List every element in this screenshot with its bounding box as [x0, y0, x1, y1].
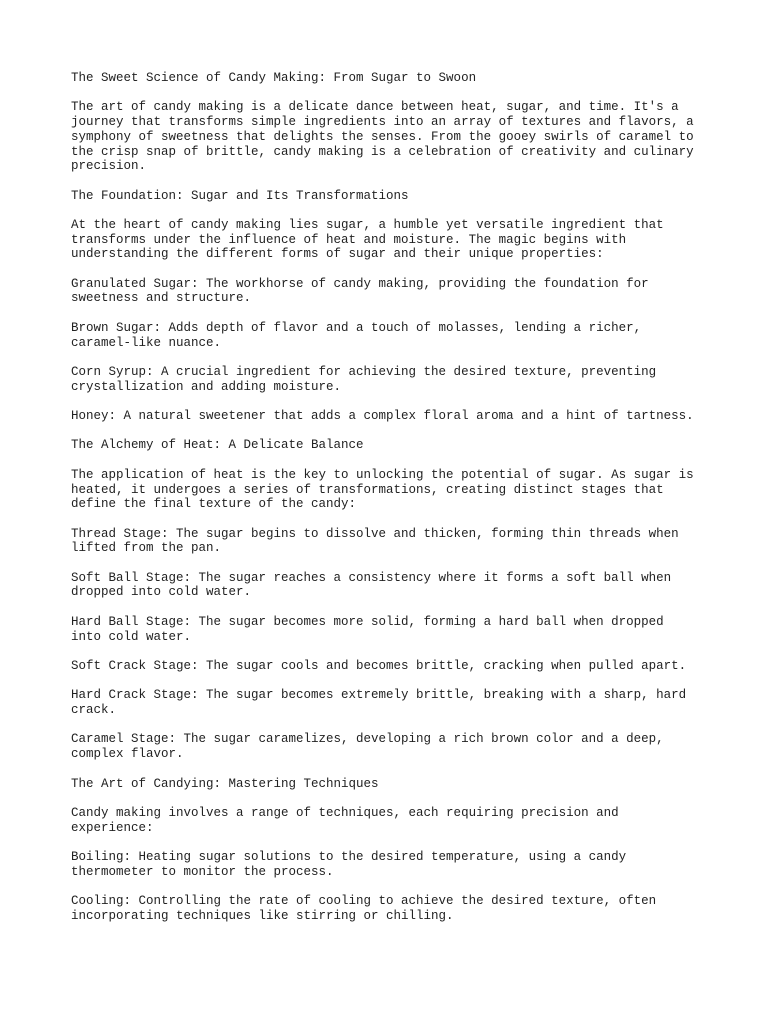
- list-item-thread-stage: Thread Stage: The sugar begins to dissolve and thicken, forming thin threads when lifted from the pan.: [71, 526, 679, 556]
- paragraph-techniques-intro: Candy making involves a range of techniques, each requiring precision and experience:: [71, 805, 619, 835]
- list-item-hard-ball-stage: Hard Ball Stage: The sugar becomes more solid, forming a hard ball when dropped into cold water.: [71, 614, 664, 644]
- list-item-soft-crack-stage: Soft Crack Stage: The sugar cools and becomes brittle, cracking when pulled apart.: [71, 658, 687, 673]
- document-page: [71, 71, 711, 938]
- list-item-brown-sugar: Brown Sugar: Adds depth of flavor and a touch of molasses, lending a richer, caramel-like nuance.: [71, 320, 642, 350]
- section-heading-heat: The Alchemy of Heat: A Delicate Balance: [71, 438, 364, 453]
- list-item-cooling: Cooling: Controlling the rate of cooling to achieve the desired texture, often incorporating techniques like stirring or chilling.: [71, 894, 657, 923]
- document-title: The Sweet Science of Candy Making: From Sugar to Swoon: [71, 71, 477, 85]
- section-heading-foundation: The Foundation: Sugar and Its Transformations: [71, 188, 409, 203]
- list-item-honey: Honey: A natural sweetener that adds a complex floral aroma and a hint of tartness.: [71, 409, 694, 424]
- list-item-soft-ball-stage: Soft Ball Stage: The sugar reaches a consistency where it forms a soft ball when dropped into cold water.: [71, 570, 672, 600]
- list-item-corn-syrup: Corn Syrup: A crucial ingredient for achieving the desired texture, preventing crystallization and adding moisture.: [71, 364, 657, 394]
- paragraph-heat-intro: The application of heat is the key to unlocking the potential of sugar. As sugar is heated, it undergoes a series of transformations, creating distinct stages that define the final texture of the candy:: [71, 467, 694, 512]
- list-item-caramel-stage: Caramel Stage: The sugar caramelizes, developing a rich brown color and a deep, complex flavor.: [71, 732, 664, 762]
- intro-paragraph: The art of candy making is a delicate dance between heat, sugar, and time. It's a journey that transforms simple ingredients into an array of textures and flavors, a symphony of sweetness that delights the senses. From the gooey swirls of caramel to the crisp snap of brittle, candy making is a celebration of creativity and culinary precision.: [71, 100, 694, 174]
- paragraph-foundation-intro: At the heart of candy making lies sugar, a humble yet versatile ingredient that transforms under the influence of heat and moisture. The magic begins with understanding the different forms of sugar and their unique properties:: [71, 217, 664, 262]
- list-item-hard-crack-stage: Hard Crack Stage: The sugar becomes extremely brittle, breaking with a sharp, hard crack.: [71, 688, 687, 718]
- list-item-boiling: Boiling: Heating sugar solutions to the desired temperature, using a candy thermometer to monitor the process.: [71, 849, 627, 879]
- list-item-granulated-sugar: Granulated Sugar: The workhorse of candy making, providing the foundation for sweetness and structure.: [71, 276, 649, 306]
- section-heading-techniques: The Art of Candying: Mastering Techniques: [71, 776, 379, 791]
